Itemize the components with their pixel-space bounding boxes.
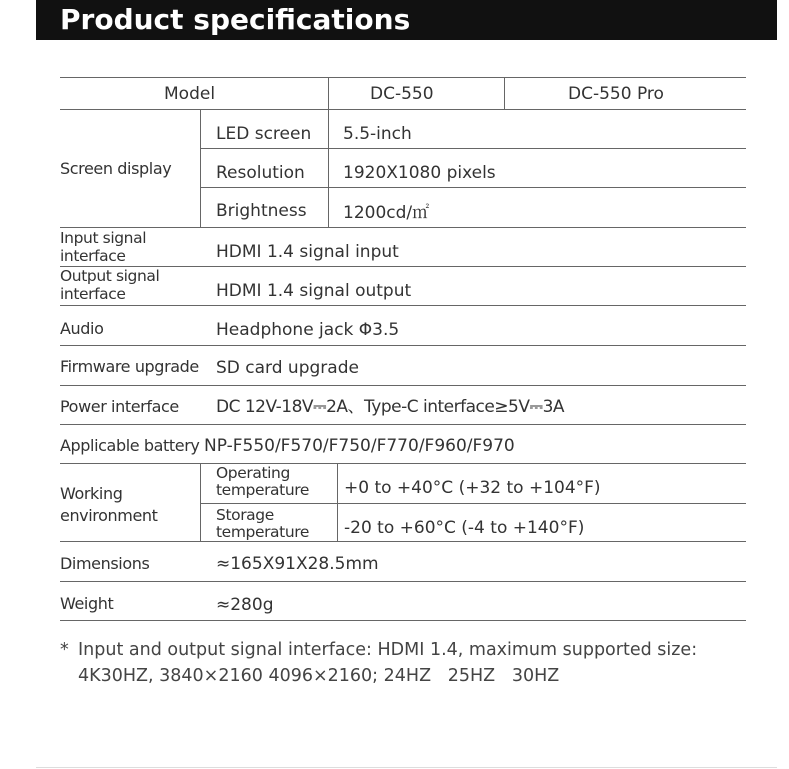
input-signal-value: HDMI 1.4 signal input xyxy=(216,242,399,262)
resolution-label: Resolution xyxy=(216,163,305,183)
output-signal-value: HDMI 1.4 signal output xyxy=(216,281,412,301)
dimensions-value: ≈165X91X28.5mm xyxy=(216,554,379,574)
footnote-line-1: Input and output signal interface: HDMI 1.4, maximum supported size: xyxy=(78,640,698,660)
weight-value: ≈280g xyxy=(216,595,274,615)
storage-temperature-label: Storage xyxy=(216,506,274,524)
table-bottom-border xyxy=(60,620,746,621)
row-divider xyxy=(60,305,746,306)
audio-value: Headphone jack Φ3.5 xyxy=(216,320,400,340)
battery-value: NP-F550/F570/F750/F770/F960/F970 xyxy=(204,436,515,456)
led-screen-label: LED screen xyxy=(216,124,312,144)
row-divider xyxy=(60,541,746,542)
header-model: Model xyxy=(164,84,216,104)
brightness-label: Brightness xyxy=(216,201,307,221)
power-label: Power interface xyxy=(60,397,179,416)
table-top-border xyxy=(60,77,746,78)
firmware-label: Firmware upgrade xyxy=(60,357,199,376)
title-banner xyxy=(36,0,777,40)
row-divider xyxy=(60,385,746,386)
footnote-line-2: 4K30HZ, 3840×2160 4096×2160; 24HZ 25HZ 30HZ xyxy=(78,666,560,686)
column-divider xyxy=(328,77,329,110)
dimensions-label: Dimensions xyxy=(60,554,150,573)
power-value: DC 12V-18V⎓2A、Type-C interface≥5V⎓3A xyxy=(216,397,565,417)
column-divider xyxy=(504,77,505,110)
output-signal-label: Output signal xyxy=(60,267,160,285)
footnote-marker: * xyxy=(60,640,69,660)
resolution-value: 1920X1080 pixels xyxy=(343,163,496,183)
output-signal-label: interface xyxy=(60,285,126,303)
row-divider xyxy=(60,227,746,228)
working-environment-label: Working xyxy=(60,484,123,503)
bottom-divider xyxy=(36,767,777,768)
battery-label: Applicable battery xyxy=(60,436,200,455)
row-divider xyxy=(200,503,746,504)
row-divider xyxy=(60,109,746,110)
row-divider xyxy=(60,581,746,582)
header-dc550: DC-550 xyxy=(370,84,434,104)
row-divider xyxy=(200,148,746,149)
operating-temperature-label: Operating xyxy=(216,464,290,482)
input-signal-label: Input signal xyxy=(60,229,147,247)
led-screen-value: 5.5-inch xyxy=(343,124,412,144)
operating-temperature-label: temperature xyxy=(216,481,310,499)
storage-temperature-label: temperature xyxy=(216,523,310,541)
weight-label: Weight xyxy=(60,594,114,613)
firmware-value: SD card upgrade xyxy=(216,358,359,378)
screen-display-label: Screen display xyxy=(60,159,172,178)
working-environment-label: environment xyxy=(60,506,158,525)
header-dc550-pro: DC-550 Pro xyxy=(568,84,664,104)
audio-label: Audio xyxy=(60,319,104,338)
row-divider xyxy=(60,266,746,267)
column-divider xyxy=(337,463,338,542)
operating-temperature-value: +0 to +40°C (+32 to +104°F) xyxy=(344,478,601,498)
row-divider xyxy=(60,345,746,346)
column-divider xyxy=(200,109,201,228)
column-divider xyxy=(328,109,329,228)
storage-temperature-value: -20 to +60°C (-4 to +140°F) xyxy=(344,518,585,538)
row-divider xyxy=(200,187,746,188)
column-divider xyxy=(200,463,201,542)
row-divider xyxy=(60,424,746,425)
page-title: Product specifications xyxy=(60,3,411,36)
brightness-value: 1200cd/㎡ xyxy=(343,203,430,223)
input-signal-label: interface xyxy=(60,247,126,265)
row-divider xyxy=(60,463,746,464)
